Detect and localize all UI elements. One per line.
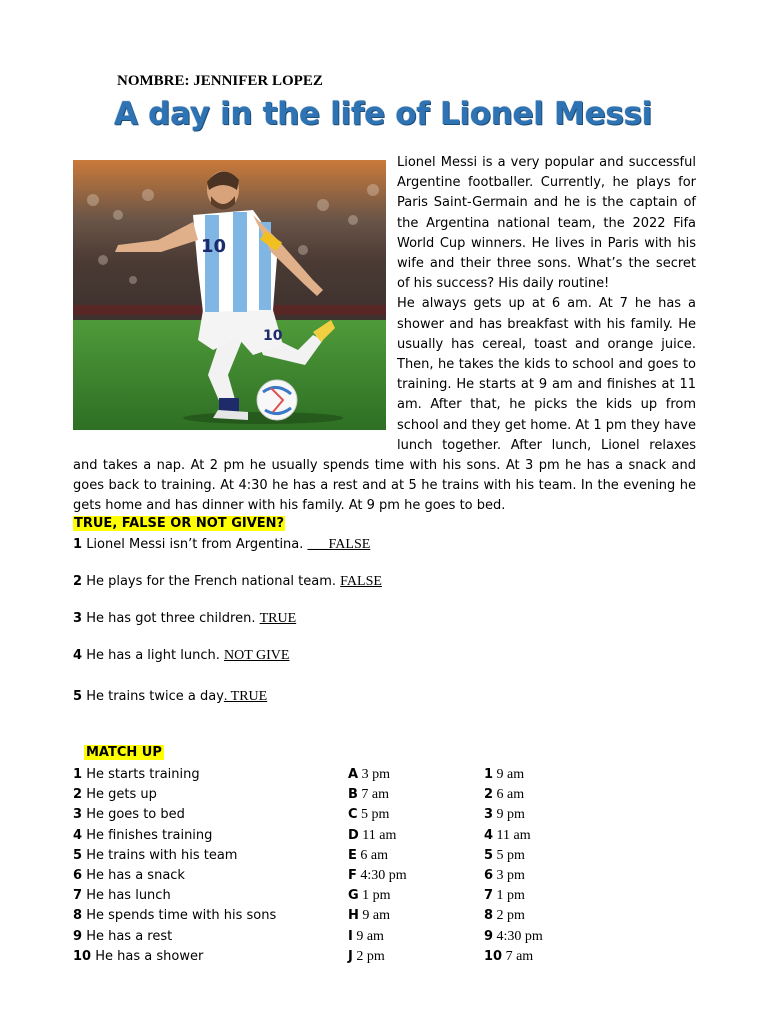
tf-item-answer[interactable]: TRUE: [259, 611, 297, 626]
item-text: He has a snack: [86, 867, 185, 883]
list-item: [73, 805, 276, 825]
item-letter: D: [348, 827, 359, 843]
item-text: He has lunch: [86, 888, 171, 904]
item-number: 5: [484, 847, 494, 863]
article-paragraph-2: He always gets up at 6 am. At 7 he has a shower and has breakfast with his family. He usually has cereal, toast and orange juice. Then, he takes the kids to school and goes to training. He starts at 9 am and finishes at 11 am. After that, he picks the kids up from school and they get home. At 1 pm they have lunch together. After lunch, Lionel relaxes and takes a nap. At 2 pm he usually spends time with his sons. At 3 pm he has a snack and goes back to training. At 4:30 he has a rest and at 5 he trains with his team. In the evening he gets home and has dinner with his family. At 9 pm he goes to bed.: [73, 296, 696, 514]
list-item: [73, 906, 276, 926]
item-text: 4:30 pm: [496, 928, 543, 944]
list-item: [73, 927, 276, 947]
item-number: 1: [73, 767, 83, 782]
item-text: He has a shower: [95, 948, 204, 964]
list-item: [73, 866, 276, 886]
item-number: 6: [73, 867, 83, 883]
item-text: 4:30 pm: [360, 867, 407, 883]
list-item[interactable]: [484, 785, 543, 805]
tf-item-answer[interactable]: . TRUE: [223, 689, 268, 704]
list-item: [348, 947, 407, 967]
svg-text:10: 10: [201, 236, 227, 257]
tf-item-number: 1: [73, 537, 83, 552]
list-item: [348, 927, 407, 947]
item-number: 8: [73, 908, 83, 924]
item-letter: B: [348, 787, 358, 803]
true-false-heading: TRUE, FALSE OR NOT GIVEN?: [74, 516, 285, 531]
item-letter: C: [348, 807, 358, 823]
item-text: 7 am: [505, 948, 534, 964]
list-item: [73, 886, 276, 906]
item-number: 7: [73, 888, 83, 904]
item-number: 2: [73, 787, 83, 803]
item-text: 5 pm: [496, 847, 525, 863]
item-letter: I: [348, 928, 353, 944]
list-item: [73, 846, 276, 866]
item-text: 5 pm: [361, 807, 390, 823]
list-item: [348, 765, 407, 785]
item-number: 6: [484, 867, 494, 883]
item-text: 2 pm: [496, 908, 525, 924]
list-item: [73, 765, 276, 785]
list-item: [348, 805, 407, 825]
list-item[interactable]: [484, 866, 543, 886]
article-text: [73, 153, 696, 517]
item-number: 5: [73, 847, 83, 863]
article-paragraph-1: Lionel Messi is a very popular and successful Argentine footballer. Currently, he plays for Paris Saint-Germain and he is the captain of the Argentina national team, the 2022 Fifa World Cup winners. He lives in Paris with his wife and their three sons. What’s the secret of his success? His daily routine!: [397, 155, 696, 292]
item-text: 11 am: [496, 827, 531, 843]
item-letter: A: [348, 767, 359, 782]
item-number: 9: [73, 928, 83, 944]
item-text: He has a rest: [86, 928, 173, 944]
item-text: He goes to bed: [86, 807, 185, 823]
item-text: 1 pm: [496, 888, 525, 904]
tf-item-answer[interactable]: ___FALSE: [307, 537, 371, 552]
match-activities-column: [73, 765, 276, 967]
item-number: 4: [484, 827, 494, 843]
item-letter: J: [348, 948, 353, 964]
item-number: 2: [484, 787, 494, 803]
tf-item-answer[interactable]: NOT GIVE: [224, 648, 290, 663]
list-item: [348, 866, 407, 886]
item-number: 9: [484, 928, 494, 944]
list-item: [348, 785, 407, 805]
item-text: He gets up: [86, 787, 157, 803]
item-text: He finishes training: [86, 827, 213, 843]
tf-item-3: [73, 611, 296, 627]
item-text: 6 am: [496, 787, 525, 803]
tf-item-number: 3: [73, 611, 83, 626]
item-text: He spends time with his sons: [86, 908, 277, 924]
item-number: 1: [484, 767, 494, 782]
item-number: 4: [73, 827, 83, 843]
item-number: 10: [73, 948, 92, 964]
tf-item-4: [73, 648, 289, 664]
student-name: NOMBRE: JENNIFER LOPEZ: [117, 73, 323, 89]
item-number: 8: [484, 908, 494, 924]
svg-text:10: 10: [263, 328, 283, 344]
list-item: [348, 846, 407, 866]
item-text: 3 pm: [361, 767, 390, 782]
item-text: 9 am: [362, 908, 390, 924]
item-text: 2 pm: [356, 948, 385, 964]
tf-item-statement: He has a light lunch.: [86, 648, 224, 663]
match-answers-column: [484, 765, 543, 967]
tf-item-number: 5: [73, 689, 83, 704]
list-item[interactable]: [484, 805, 543, 825]
list-item: [348, 826, 407, 846]
list-item[interactable]: [484, 765, 543, 785]
tf-item-statement: Lionel Messi isn’t from Argentina.: [86, 537, 308, 552]
item-number: 7: [484, 888, 494, 904]
item-text: 9 am: [356, 928, 384, 944]
item-number: 10: [484, 948, 503, 964]
item-letter: G: [348, 888, 359, 904]
tf-item-number: 2: [73, 574, 83, 589]
list-item: [73, 947, 276, 967]
item-number: 3: [73, 807, 83, 823]
list-item[interactable]: [484, 947, 543, 967]
match-up-heading: MATCH UP: [86, 745, 162, 760]
item-text: 3 pm: [496, 867, 525, 883]
list-item: [348, 906, 407, 926]
list-item[interactable]: [484, 886, 543, 906]
list-item[interactable]: [484, 846, 543, 866]
tf-item-number: 4: [73, 648, 83, 663]
list-item: [73, 785, 276, 805]
tf-item-statement: He plays for the French national team.: [86, 574, 341, 589]
item-number: 3: [484, 807, 494, 823]
item-text: 9 pm: [496, 807, 525, 823]
photo-spacer: [73, 153, 397, 436]
item-letter: E: [348, 847, 357, 863]
item-text: 7 am: [361, 787, 390, 803]
item-letter: F: [348, 867, 357, 883]
tf-item-answer[interactable]: FALSE: [340, 574, 382, 589]
item-text: 1 pm: [362, 888, 391, 904]
tf-item-5: [73, 689, 267, 705]
tf-item-statement: He trains twice a day: [86, 689, 224, 704]
item-letter: H: [348, 908, 359, 924]
list-item[interactable]: [484, 906, 543, 926]
item-text: He trains with his team: [86, 847, 238, 863]
tf-item-statement: He has got three children.: [86, 611, 260, 626]
tf-item-2: [73, 574, 382, 590]
item-text: He starts training: [86, 767, 200, 782]
match-times-column: [348, 765, 407, 967]
list-item: [73, 826, 276, 846]
item-text: 9 am: [496, 767, 525, 782]
item-text: 11 am: [362, 827, 397, 843]
list-item: [348, 886, 407, 906]
list-item[interactable]: [484, 826, 543, 846]
list-item[interactable]: [484, 927, 543, 947]
worksheet-title: A day in the life of Lionel Messi: [114, 96, 652, 132]
tf-item-1: [73, 537, 370, 553]
item-text: 6 am: [360, 847, 388, 863]
